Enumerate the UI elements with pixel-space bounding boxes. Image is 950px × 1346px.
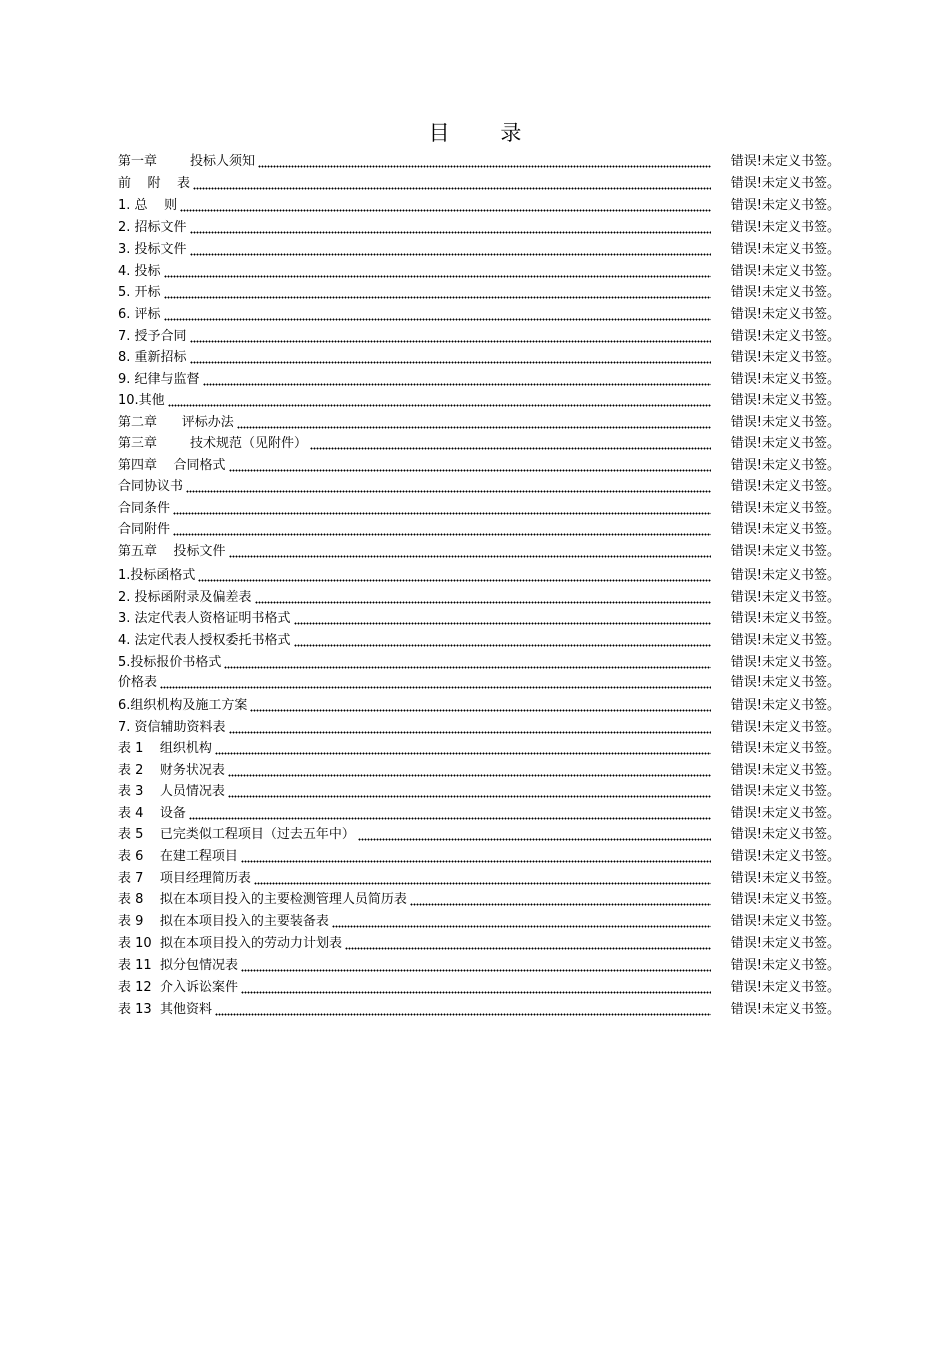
toc-entry-page-ref: 错误!未定义书签。: [730, 198, 840, 213]
toc-entry[interactable]: [118, 737, 840, 757]
dot-leader: [190, 329, 711, 345]
dot-leader: [160, 675, 711, 691]
toc-entry-label: 第二章 评标办法: [118, 415, 234, 430]
toc-entry-page-ref: 错误!未定义书签。: [730, 633, 840, 648]
dot-leader: [198, 568, 711, 584]
toc-entry-page-ref: 错误!未定义书签。: [730, 307, 840, 322]
toc-entry[interactable]: [118, 475, 840, 495]
dot-leader: [250, 698, 711, 714]
toc-entry-page-ref: 错误!未定义书签。: [730, 806, 840, 821]
toc-entry-page-ref: 错误!未定义书签。: [730, 720, 840, 735]
toc-entry-page-ref: 错误!未定义书签。: [730, 393, 840, 408]
dot-leader: [229, 544, 711, 560]
toc-entry-page-ref: 错误!未定义书签。: [730, 655, 840, 670]
dot-leader: [193, 176, 711, 192]
toc-entry[interactable]: [118, 888, 840, 908]
toc-entry-page-ref: 错误!未定义书签。: [730, 264, 840, 279]
toc-entry[interactable]: [118, 260, 840, 280]
toc-entry-label: 6. 评标: [118, 307, 161, 322]
toc-entry-label: 第四章 合同格式: [118, 458, 226, 473]
toc-entry-page-ref: 错误!未定义书签。: [730, 285, 840, 300]
toc-entry-label: 7. 授予合同: [118, 329, 187, 344]
toc-entry-label: 表 3 人员情况表: [118, 784, 225, 799]
dot-leader: [164, 264, 711, 280]
toc-entry-label: 5. 开标: [118, 285, 161, 300]
toc-entry-page-ref: 错误!未定义书签。: [730, 590, 840, 605]
toc-entry-label: 第一章 投标人须知: [118, 154, 256, 169]
toc-entry-label: 表 10 拟在本项目投入的劳动力计划表: [118, 936, 342, 951]
toc-entry[interactable]: [118, 629, 840, 649]
toc-entry-label: 4. 投标: [118, 264, 161, 279]
toc-entry-label: 4. 法定代表人授权委托书格式: [118, 633, 291, 648]
toc-entry[interactable]: [118, 518, 840, 538]
toc-entry-page-ref: 错误!未定义书签。: [730, 415, 840, 430]
toc-entry[interactable]: [118, 540, 840, 560]
toc-entry-label: 5.投标报价书格式: [118, 655, 222, 670]
toc-entry-page-ref: 错误!未定义书签。: [730, 914, 840, 929]
toc-entry-page-ref: 错误!未定义书签。: [730, 242, 840, 257]
toc-entry[interactable]: [118, 150, 840, 170]
toc-entry-label: 8. 重新招标: [118, 350, 187, 365]
dot-leader: [228, 784, 711, 800]
toc-entry-page-ref: 错误!未定义书签。: [730, 501, 840, 516]
toc-entry[interactable]: [118, 823, 840, 843]
toc-entry[interactable]: [118, 651, 840, 671]
dot-leader: [241, 980, 711, 996]
toc-entry[interactable]: [118, 694, 840, 714]
toc-entry[interactable]: [118, 216, 840, 236]
dot-leader: [164, 307, 711, 323]
toc-entry[interactable]: [118, 716, 840, 736]
dot-leader: [180, 198, 711, 214]
dot-leader: [241, 958, 711, 974]
toc-entry-label: 价格表: [118, 675, 158, 690]
toc-entry[interactable]: [118, 780, 840, 800]
toc-entry[interactable]: [118, 325, 840, 345]
dot-leader: [294, 633, 711, 649]
toc-entry-label: 3. 投标文件: [118, 242, 187, 257]
toc-entry[interactable]: [118, 368, 840, 388]
toc-entry[interactable]: [118, 389, 840, 409]
dot-leader: [173, 522, 711, 538]
toc-entry-label: 前 附 表: [118, 176, 191, 191]
toc-entry[interactable]: [118, 172, 840, 192]
toc-entry-page-ref: 错误!未定义书签。: [730, 763, 840, 778]
toc-entry-page-ref: 错误!未定义书签。: [730, 611, 840, 626]
dot-leader: [190, 350, 711, 366]
toc-entry[interactable]: [118, 411, 840, 431]
dot-leader: [190, 220, 711, 236]
toc-entry-page-ref: 错误!未定义书签。: [730, 372, 840, 387]
toc-entry-page-ref: 错误!未定义书签。: [730, 741, 840, 756]
toc-entry[interactable]: [118, 432, 840, 452]
toc-entry-label: 合同协议书: [118, 479, 184, 494]
toc-entry-label: 表 12 介入诉讼案件: [118, 980, 238, 995]
toc-entry-label: 表 4 设备: [118, 806, 186, 821]
toc-entry[interactable]: [118, 194, 840, 214]
dot-leader: [186, 479, 711, 495]
dot-leader: [224, 655, 711, 671]
toc-entry-page-ref: 错误!未定义书签。: [730, 698, 840, 713]
toc-entry-page-ref: 错误!未定义书签。: [730, 675, 840, 690]
toc-entry-page-ref: 错误!未定义书签。: [730, 479, 840, 494]
toc-entry-label: 合同附件: [118, 522, 171, 537]
dot-leader: [258, 154, 711, 170]
dot-leader: [215, 741, 711, 757]
toc-entry-label: 表 2 财务状况表: [118, 763, 225, 778]
toc-entry-page-ref: 错误!未定义书签。: [730, 1002, 840, 1017]
dot-leader: [215, 1002, 711, 1018]
dot-leader: [332, 914, 711, 930]
toc-entry[interactable]: [118, 454, 840, 474]
toc-entry-page-ref: 错误!未定义书签。: [730, 980, 840, 995]
toc-entry-page-ref: 错误!未定义书签。: [730, 544, 840, 559]
toc-entry-label: 表 8 拟在本项目投入的主要检测管理人员简历表: [118, 892, 407, 907]
toc-entry-page-ref: 错误!未定义书签。: [730, 329, 840, 344]
dot-leader: [229, 458, 711, 474]
dot-leader: [229, 720, 711, 736]
toc-entry-label: 表 1 组织机构: [118, 741, 212, 756]
dot-leader: [345, 936, 711, 952]
toc-entry-label: 表 7 项目经理简历表: [118, 871, 251, 886]
toc-entry[interactable]: [118, 497, 840, 517]
toc-entry[interactable]: [118, 671, 840, 691]
toc-entry[interactable]: [118, 346, 840, 366]
toc-entry-label: 合同条件: [118, 501, 171, 516]
toc-entry-page-ref: 错误!未定义书签。: [730, 936, 840, 951]
dot-leader: [189, 806, 711, 822]
toc-entry[interactable]: [118, 281, 840, 301]
dot-leader: [173, 501, 711, 517]
toc-entry-page-ref: 错误!未定义书签。: [730, 827, 840, 842]
toc-entry[interactable]: [118, 802, 840, 822]
toc-entry-label: 表 11 拟分包情况表: [118, 958, 238, 973]
toc-entry-page-ref: 错误!未定义书签。: [730, 436, 840, 451]
toc-entry[interactable]: [118, 867, 840, 887]
dot-leader: [255, 590, 711, 606]
toc-entry-page-ref: 错误!未定义书签。: [730, 176, 840, 191]
toc-entry[interactable]: [118, 910, 840, 930]
toc-entry[interactable]: [118, 586, 840, 606]
dot-leader: [190, 242, 711, 258]
toc-entry-label: 6.组织机构及施工方案: [118, 698, 248, 713]
toc-entry-label: 2. 投标函附录及偏差表: [118, 590, 252, 605]
toc-entry-page-ref: 错误!未定义书签。: [730, 871, 840, 886]
dot-leader: [310, 436, 711, 452]
toc-entry[interactable]: [118, 976, 840, 996]
toc-entry-page-ref: 错误!未定义书签。: [730, 522, 840, 537]
dot-leader: [358, 827, 711, 843]
dot-leader: [228, 763, 711, 779]
toc-entry[interactable]: [118, 998, 840, 1018]
toc-entry-page-ref: 错误!未定义书签。: [730, 458, 840, 473]
toc-entry[interactable]: [118, 607, 840, 627]
toc-entry-page-ref: 错误!未定义书签。: [730, 154, 840, 169]
dot-leader: [168, 393, 711, 409]
toc-entry-page-ref: 错误!未定义书签。: [730, 958, 840, 973]
toc-entry[interactable]: [118, 238, 840, 258]
dot-leader: [254, 871, 711, 887]
toc-entry-page-ref: 错误!未定义书签。: [730, 220, 840, 235]
toc-entry-label: 第五章 投标文件: [118, 544, 226, 559]
toc-entry-label: 10.其他: [118, 393, 165, 408]
toc-entry[interactable]: [118, 303, 840, 323]
toc-title: 目 录: [428, 121, 544, 145]
dot-leader: [294, 611, 711, 627]
dot-leader: [164, 285, 711, 301]
toc-entry-label: 第三章 技术规范（见附件）: [118, 436, 308, 451]
dot-leader: [237, 415, 711, 431]
toc-entry[interactable]: [118, 759, 840, 779]
toc-entry-label: 1.投标函格式: [118, 568, 196, 583]
toc-entry-label: 3. 法定代表人资格证明书格式: [118, 611, 291, 626]
toc-entry-page-ref: 错误!未定义书签。: [730, 350, 840, 365]
toc-entry[interactable]: [118, 954, 840, 974]
toc-entry-page-ref: 错误!未定义书签。: [730, 784, 840, 799]
toc-entry-label: 表 13 其他资料: [118, 1002, 212, 1017]
toc-entry[interactable]: [118, 932, 840, 952]
toc-entry-label: 9. 纪律与监督: [118, 372, 200, 387]
toc-entry-label: 7. 资信辅助资料表: [118, 720, 226, 735]
toc-entry-page-ref: 错误!未定义书签。: [730, 892, 840, 907]
toc-entry-label: 2. 招标文件: [118, 220, 187, 235]
toc-entry-label: 1. 总 则: [118, 198, 178, 213]
toc-entry-label: 表 9 拟在本项目投入的主要装备表: [118, 914, 329, 929]
toc-entry-label: 表 6 在建工程项目: [118, 849, 238, 864]
toc-entry[interactable]: [118, 564, 840, 584]
dot-leader: [241, 849, 711, 865]
toc-entry-page-ref: 错误!未定义书签。: [730, 568, 840, 583]
dot-leader: [410, 892, 711, 908]
toc-entry-page-ref: 错误!未定义书签。: [730, 849, 840, 864]
toc-entry-label: 表 5 已完类似工程项目（过去五年中）: [118, 827, 355, 842]
toc-entry[interactable]: [118, 845, 840, 865]
dot-leader: [203, 372, 711, 388]
